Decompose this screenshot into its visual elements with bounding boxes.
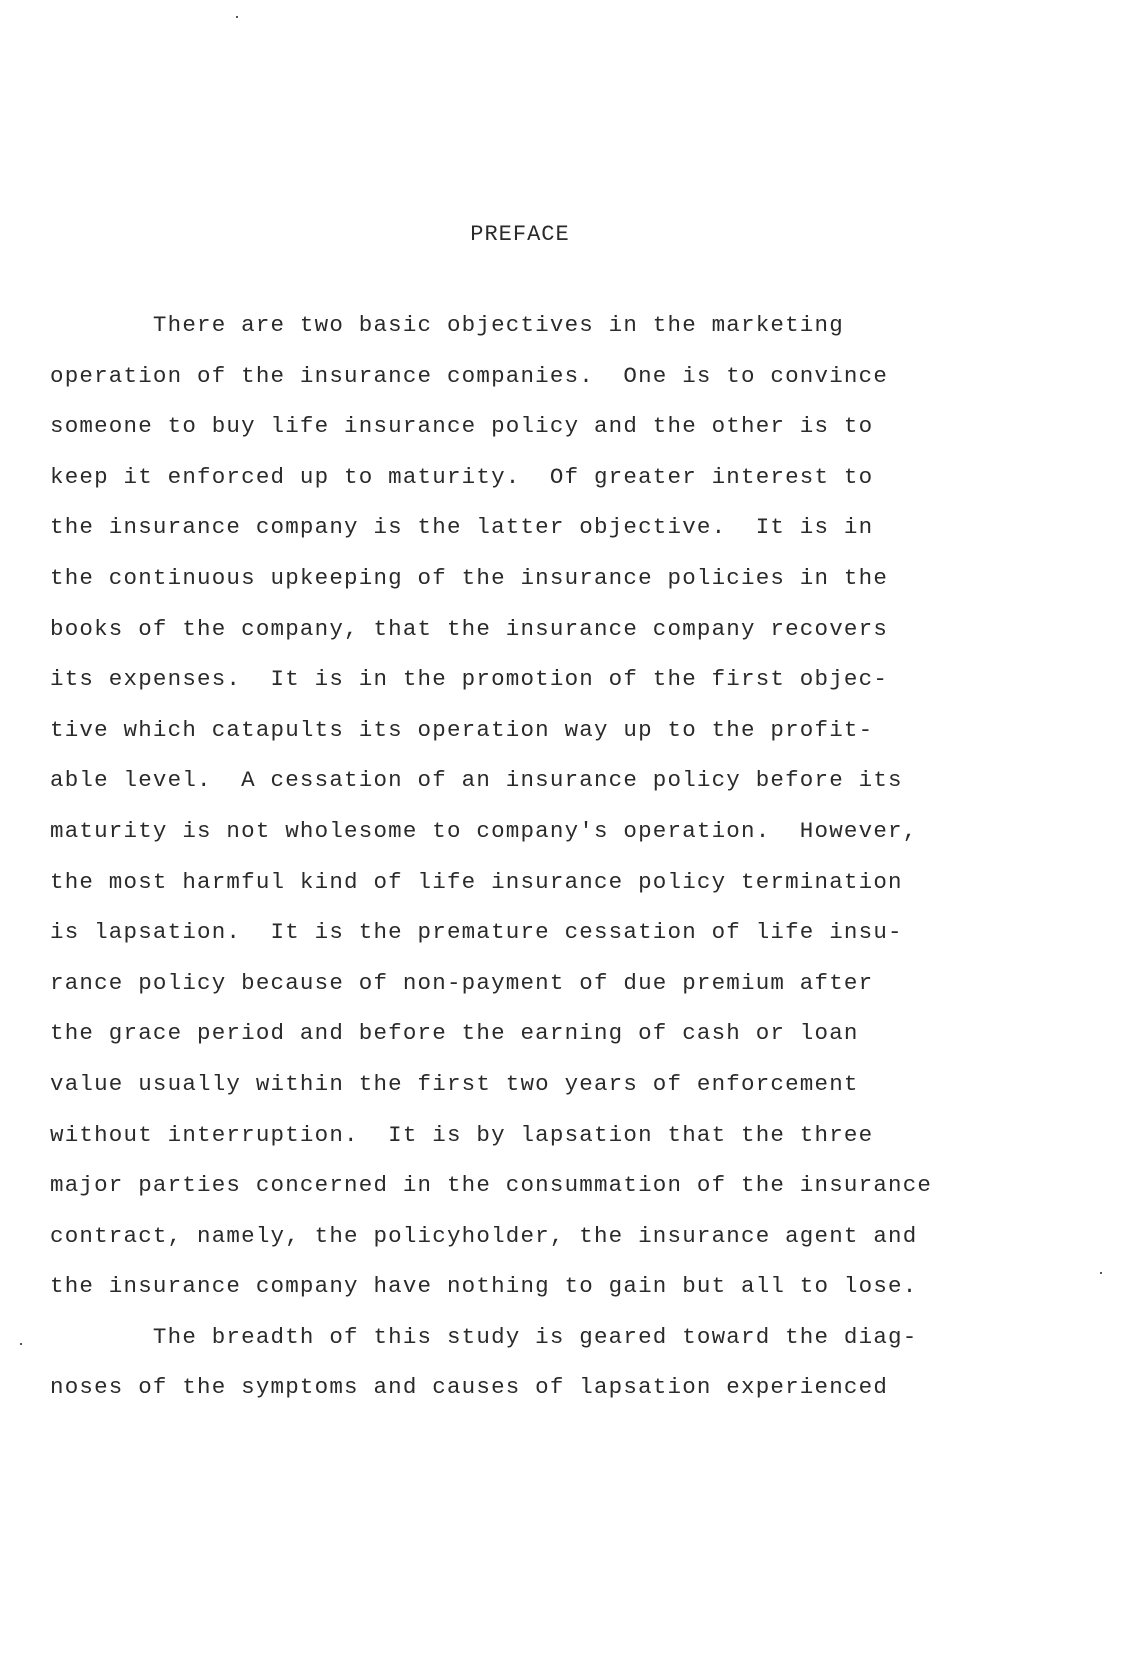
text-line: There are two basic objectives in the marketing	[50, 312, 844, 338]
text-line: tive which catapults its operation way up to the profit-	[50, 716, 874, 743]
preface-body	[50, 300, 1040, 1413]
text-line: is lapsation. It is the premature cessation of life insu-	[50, 919, 903, 946]
text-line: the insurance company have nothing to gain but all to lose.	[50, 1273, 918, 1300]
page-title: PREFACE	[470, 222, 570, 247]
scan-speck	[1100, 1272, 1102, 1274]
text-line: keep it enforced up to maturity. Of greater interest to	[50, 463, 874, 490]
text-line: maturity is not wholesome to company's operation. However,	[50, 817, 918, 844]
text-line: value usually within the first two years of enforcement	[50, 1070, 859, 1097]
text-line: the grace period and before the earning of cash or loan	[50, 1020, 859, 1047]
text-line: books of the company, that the insurance company recovers	[50, 615, 889, 642]
text-line: operation of the insurance companies. One is to convince	[50, 362, 889, 389]
scan-speck	[236, 16, 238, 18]
text-line: the most harmful kind of life insurance policy termination	[50, 868, 903, 895]
text-line: its expenses. It is in the promotion of the first objec-	[50, 666, 889, 693]
text-line: contract, namely, the policyholder, the insurance agent and	[50, 1222, 918, 1249]
text-line: someone to buy life insurance policy and the other is to	[50, 413, 874, 440]
text-line: the continuous upkeeping of the insurance policies in the	[50, 564, 889, 591]
text-line: without interruption. It is by lapsation that the three	[50, 1121, 874, 1148]
text-line: The breadth of this study is geared toward the diag-	[50, 1323, 918, 1350]
text-line: rance policy because of non-payment of due premium after	[50, 969, 874, 996]
text-line: the insurance company is the latter objective. It is in	[50, 514, 874, 541]
scan-speck	[20, 1343, 22, 1345]
text-line: major parties concerned in the consummation of the insurance	[50, 1172, 933, 1199]
text-line: able level. A cessation of an insurance policy before its	[50, 767, 903, 794]
text-line: noses of the symptoms and causes of lapsation experienced	[50, 1374, 889, 1401]
